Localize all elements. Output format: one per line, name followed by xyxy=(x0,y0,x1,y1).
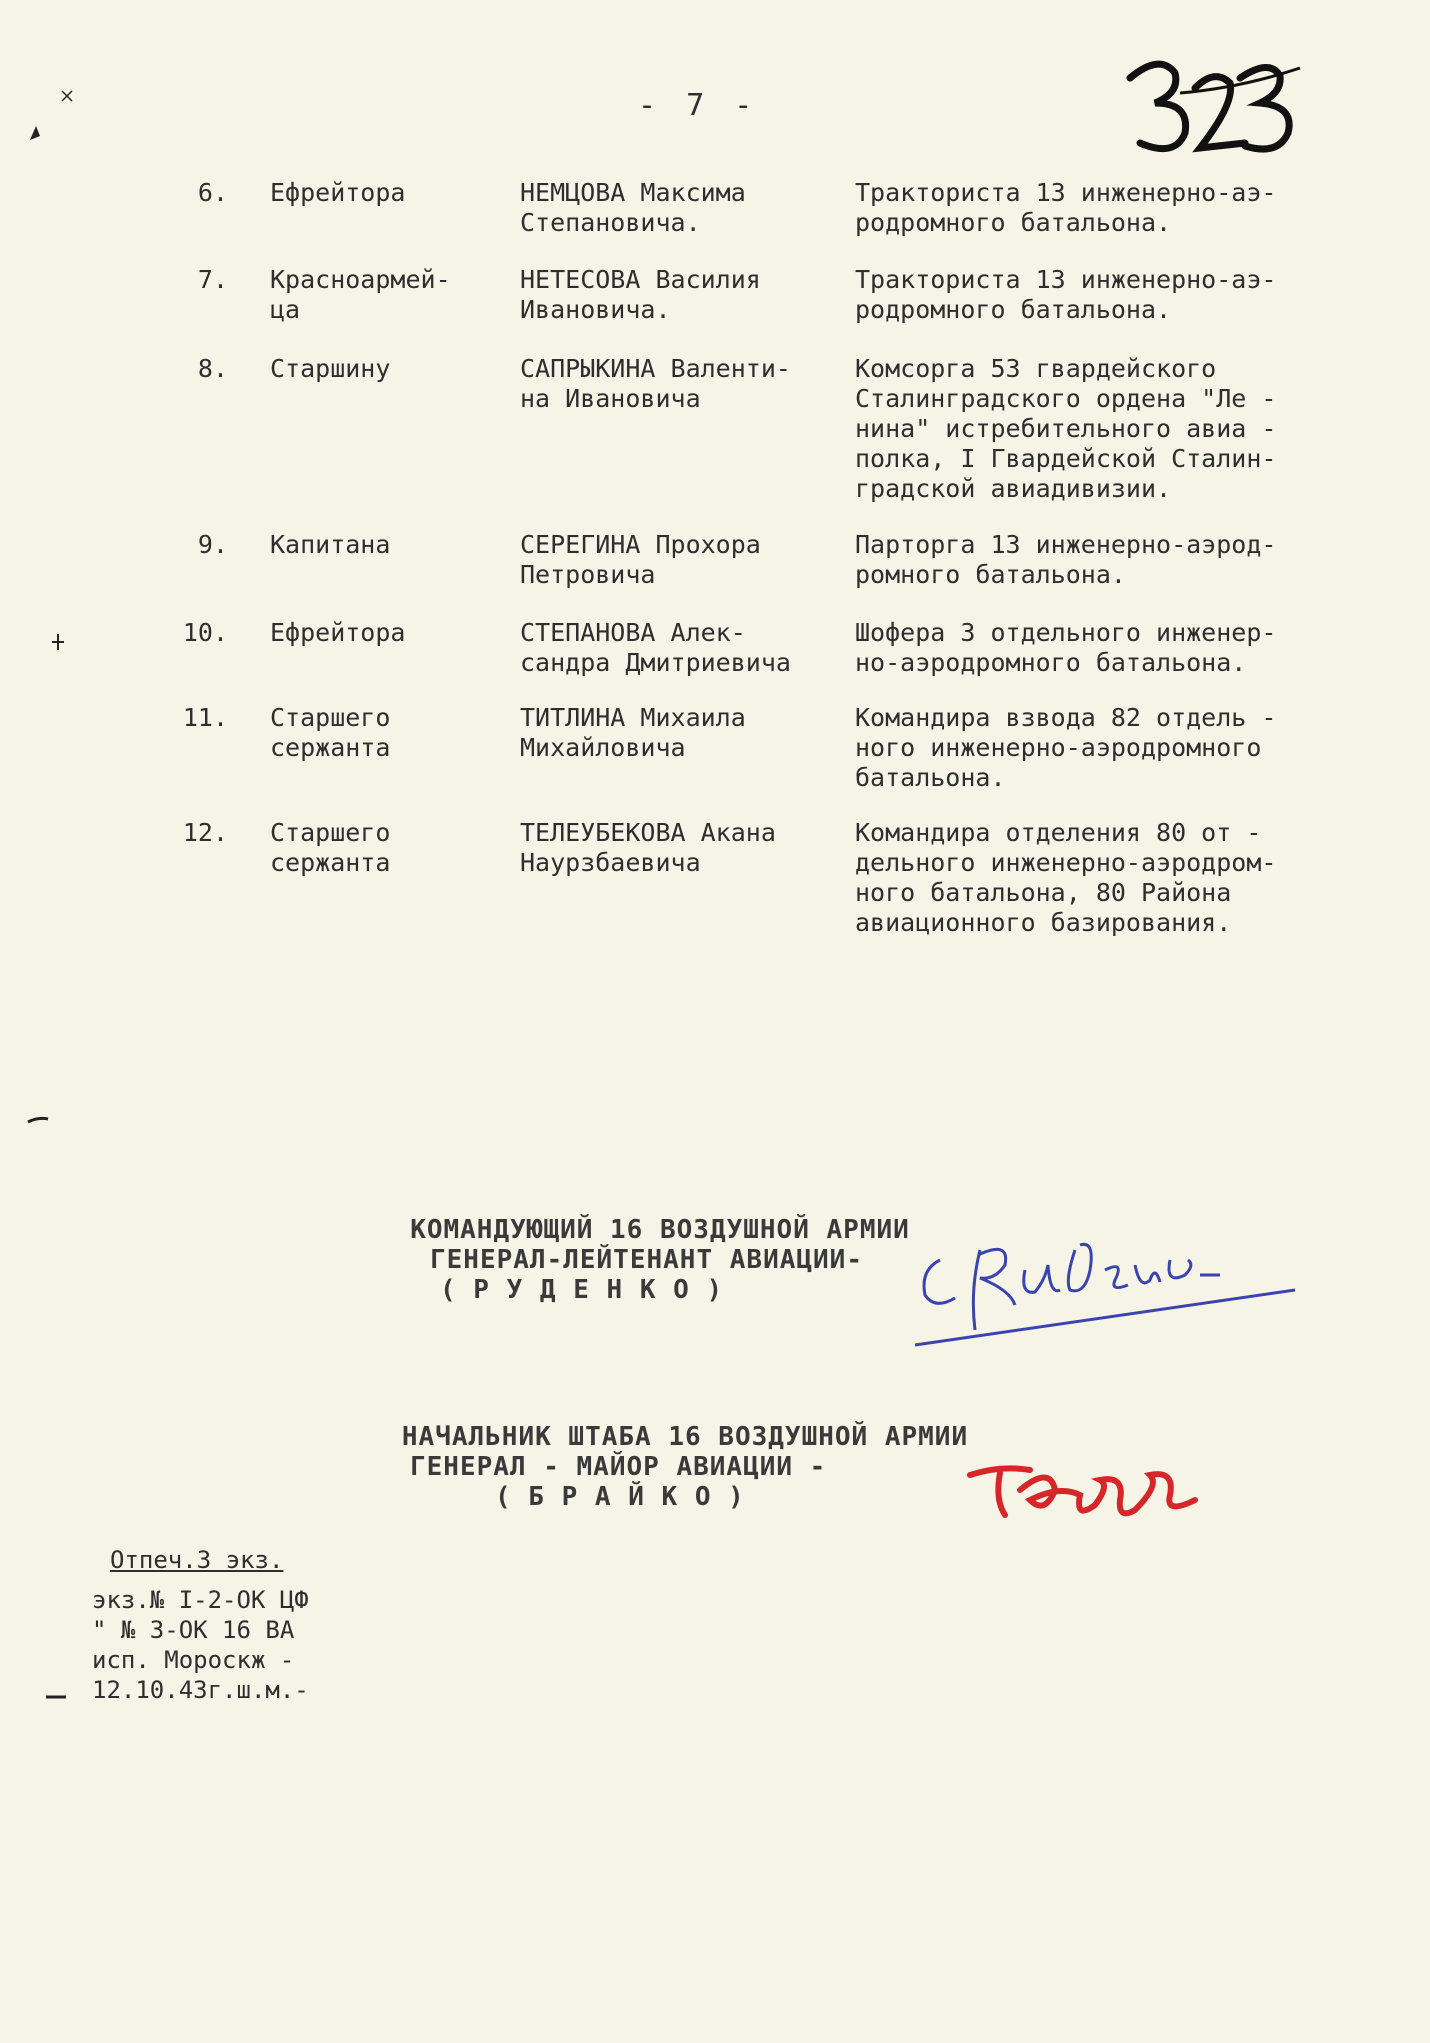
page-number: - 7 - xyxy=(638,88,759,123)
entry-rank: Ефрейтора xyxy=(270,618,406,647)
handwritten-signature-braiko xyxy=(960,1445,1220,1539)
commander-signature-block: КОМАНДУЮЩИЙ 16 ВОЗДУШНОЙ АРМИИ ГЕНЕРАЛ-ЛЕЙТЕНАНТ АВИАЦИИ- ( Р У Д Е Н К О ) xyxy=(410,1215,910,1305)
entry-number: 7. xyxy=(197,265,228,294)
entry-name: ТЕЛЕУБЕКОВА Акана Наурзбаевича xyxy=(520,818,776,877)
entry-name: ТИТЛИНА Михаила Михайловича xyxy=(520,703,746,762)
entry-rank: Старшего сержанта xyxy=(270,818,391,877)
handwritten-signature-rudenko xyxy=(910,1220,1310,1354)
distribution-notes: Отпеч.3 экз. экз.№ I-2-ОК ЦФ " № 3-ОК 16 ВА исп. Мороскж - 12.10.43г.ш.м.- xyxy=(92,1546,309,1704)
entry-number: 10. xyxy=(182,618,228,647)
entry-name: СТЕПАНОВА Алек- сандра Дмитриевича xyxy=(520,618,791,677)
chief-of-staff-signature-block: НАЧАЛЬНИК ШТАБА 16 ВОЗДУШНОЙ АРМИИ ГЕНЕРАЛ - МАЙОР АВИАЦИИ - ( Б Р А Й К О ) xyxy=(401,1422,969,1512)
entry-post: Шофера 3 отдельного инженер- но-аэродромного батальона. xyxy=(855,618,1277,677)
entry-name: НЕТЕСОВА Василия Ивановича. xyxy=(520,265,761,324)
entry-number: 12. xyxy=(182,818,228,847)
entry-post: Парторга 13 инженерно-аэрод- ромного батальона. xyxy=(855,530,1277,589)
entry-rank: Старшего сержанта xyxy=(270,703,391,762)
entry-rank: Красноармей- ца xyxy=(270,265,451,324)
entry-rank: Капитана xyxy=(270,530,391,559)
margin-mark xyxy=(60,88,74,107)
entry-number: 11. xyxy=(182,703,228,732)
entry-post: Комсорга 53 гвардейского Сталинградского ордена "Ле - нина" истребительного авиа - полка, I Гвардейской Сталин- градской авиадивизии. xyxy=(855,354,1277,503)
entry-post: Командира взвода 82 отдель - ного инженерно-аэродромного батальона. xyxy=(855,703,1277,792)
entry-name: САПРЫКИНА Валенти- на Ивановича xyxy=(520,354,791,413)
entry-rank: Старшину xyxy=(270,354,391,383)
entry-post: Тракториста 13 инженерно-аэ- родромного батальона. xyxy=(855,178,1277,237)
margin-mark xyxy=(50,632,66,656)
margin-mark xyxy=(26,1110,50,1129)
copies-note: Отпеч.3 экз. xyxy=(110,1546,284,1574)
entry-name: НЕМЦОВА Максима Степановича. xyxy=(520,178,746,237)
entry-name: СЕРЕГИНА Прохора Петровича xyxy=(520,530,761,589)
entry-number: 6. xyxy=(197,178,228,207)
margin-mark xyxy=(26,124,42,148)
entry-post: Командира отделения 80 от - дельного инженерно-аэродром- ного батальона, 80 Района авиационного базирования. xyxy=(855,818,1277,937)
archive-number-handwritten xyxy=(1120,48,1310,172)
entry-number: 9. xyxy=(197,530,228,559)
margin-mark xyxy=(44,1687,68,1706)
entry-post: Тракториста 13 инженерно-аэ- родромного батальона. xyxy=(855,265,1277,324)
entry-number: 8. xyxy=(197,354,228,383)
entry-rank: Ефрейтора xyxy=(270,178,406,207)
